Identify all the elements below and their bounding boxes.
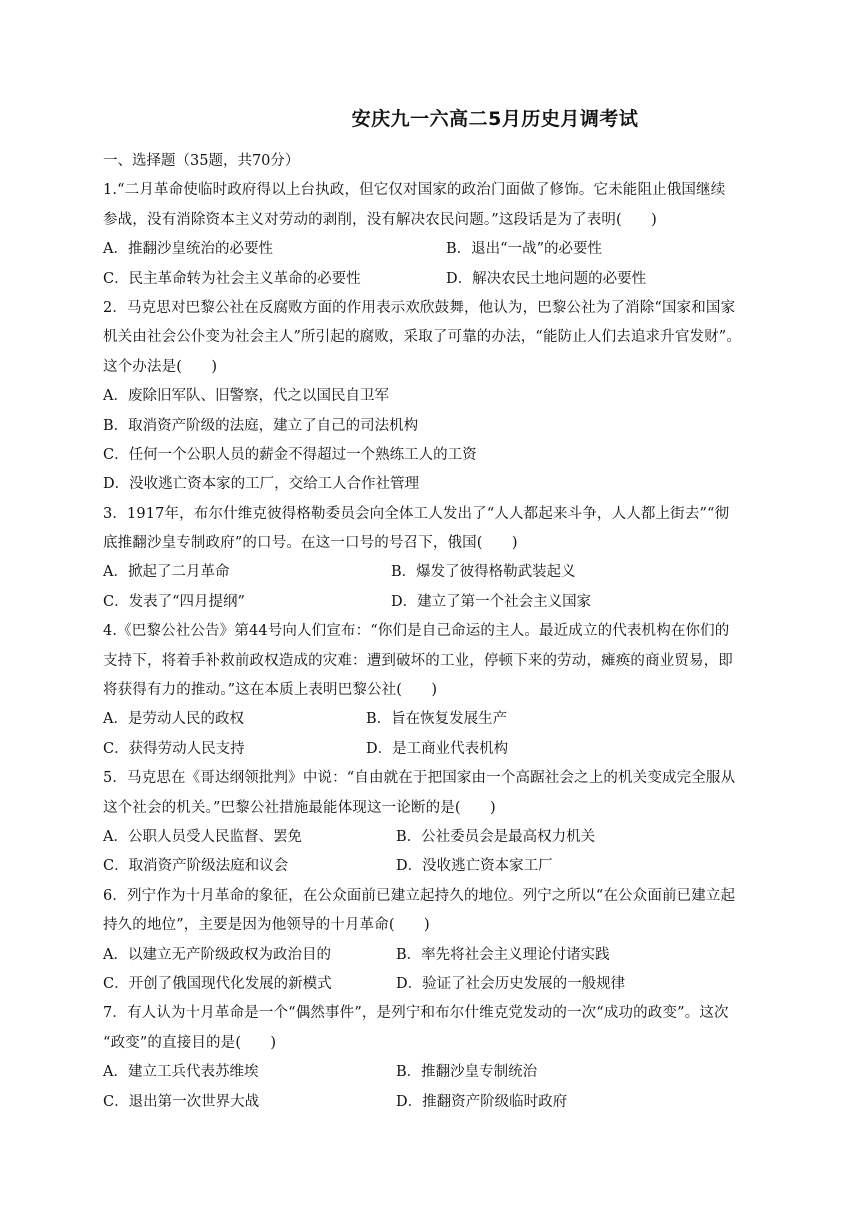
question-5 (103, 764, 763, 882)
question-text-line: “政变”的直接目的是( ) (103, 1034, 277, 1051)
options-row (103, 265, 763, 294)
options-row (103, 1088, 763, 1117)
option-d[interactable]: D．是工商业代表机构 (366, 740, 509, 757)
option-b[interactable]: B．退出“一战”的必要性 (446, 241, 602, 258)
question-text-line: 2．马克思对巴黎公社在反腐败方面的作用表示欢欣鼓舞，他认为，巴黎公社为了消除“国家和国家 (103, 299, 736, 316)
options-row (103, 705, 763, 734)
option-a[interactable]: A．掀起了二月革命 (103, 564, 230, 581)
question-text-line: 4.《巴黎公社公告》第44号向人们宣布：“你们是自己命运的主人。最近成立的代表机构在你们的 (103, 623, 730, 640)
question-text-line: 参战，没有消除资本主义对劳动的剥削，没有解决农民问题。”这段话是为了表明( ) (103, 211, 657, 228)
question-4 (103, 617, 763, 764)
option-c[interactable]: C．取消资产阶级法庭和议会 (103, 858, 289, 875)
question-1 (103, 176, 763, 294)
option-a[interactable]: A．废除旧军队、旧警察，代之以国民自卫军 (103, 388, 389, 405)
question-2 (103, 294, 763, 500)
option-d[interactable]: D．没收逃亡资本家工厂 (396, 858, 553, 875)
question-text-line: 3．1917年，布尔什维克彼得格勒委员会向全体工人发出了“人人都起来斗争，人人都上街去”“彻 (103, 505, 730, 522)
option-d[interactable]: D．没收逃亡资本家的工厂，交给工人合作社管理 (103, 476, 420, 493)
question-text-line: 底推翻沙皇专制政府”的口号。在这一口号的号召下，俄国( ) (103, 535, 518, 552)
option-b[interactable]: B．公社委员会是最高权力机关 (396, 828, 596, 845)
question-text-line: 将获得有力的推动。”这在本质上表明巴黎公社( ) (103, 682, 438, 699)
option-c[interactable]: C．发表了“四月提纲” (103, 593, 245, 610)
option-c[interactable]: C．开创了俄国现代化发展的新模式 (103, 975, 332, 992)
question-text-line: 这个社会的机关。”巴黎公社措施最能体现这一论断的是( ) (103, 799, 496, 816)
options-row (103, 970, 763, 999)
option-a[interactable]: A．推翻沙皇统治的必要性 (103, 241, 273, 258)
option-b[interactable]: B．率先将社会主义理论付诸实践 (396, 946, 610, 963)
options-row (103, 558, 763, 587)
options-row (103, 235, 763, 264)
option-c[interactable]: C．任何一个公职人员的薪金不得超过一个熟练工人的工资 (103, 446, 477, 463)
question-text-line: 5．马克思在《哥达纲领批判》中说：“自由就在于把国家由一个高踞社会之上的机关变成完全服从 (103, 770, 736, 787)
question-text-line: 机关由社会公仆变为社会主人”所引起的腐败，采取了可靠的办法，“能防止人们去追求升官发财”。 (103, 329, 741, 346)
options-row (103, 852, 763, 881)
options-row (103, 941, 763, 970)
options-row (103, 735, 763, 764)
option-d[interactable]: D．验证了社会历史发展的一般规律 (396, 975, 626, 992)
option-a[interactable]: A．公职人员受人民监督、罢免 (103, 828, 302, 845)
question-text-line: 7．有人认为十月革命是一个“偶然事件”，是列宁和布尔什维克党发动的一次“成功的政变”。这次 (103, 1005, 729, 1022)
option-c[interactable]: C．获得劳动人民支持 (103, 740, 245, 757)
question-7 (103, 999, 763, 1117)
options-row (103, 588, 763, 617)
option-b[interactable]: B．旨在恢复发展生产 (366, 711, 508, 728)
question-6 (103, 882, 763, 1000)
question-text-line: 支持下，将着手补救前政权造成的灾难：遭到破坏的工业，停顿下来的劳动，瘫痪的商业贸易，即 (103, 652, 733, 669)
question-text-line: 持久的地位”，主要是因为他领导的十月革命( ) (103, 917, 430, 934)
question-text-line: 1.“二月革命使临时政府得以上台执政，但它仅对国家的政治门面做了修饰。它未能阻止俄国继续 (103, 182, 726, 199)
exam-content (103, 147, 763, 1117)
option-a[interactable]: A．建立工兵代表苏维埃 (103, 1064, 259, 1081)
options-row (103, 1058, 763, 1087)
option-b[interactable]: B．爆发了彼得格勒武装起义 (391, 564, 576, 581)
option-c[interactable]: C．退出第一次世界大战 (103, 1093, 260, 1110)
question-text-line: 这个办法是( ) (103, 358, 218, 375)
question-text-line: 6．列宁作为十月革命的象征，在公众面前已建立起持久的地位。列宁之所以“在公众面前已建立起 (103, 887, 736, 904)
question-3 (103, 500, 763, 618)
options-row (103, 823, 763, 852)
section-heading: 一、选择题（35题，共70分） (103, 153, 300, 169)
exam-title: 安庆九一六高二5月历史月调考试 (351, 108, 639, 130)
option-d[interactable]: D．建立了第一个社会主义国家 (391, 593, 592, 610)
option-c[interactable]: C．民主革命转为社会主义革命的必要性 (103, 270, 361, 287)
option-b[interactable]: B．取消资产阶级的法庭，建立了自己的司法机构 (103, 417, 419, 434)
option-a[interactable]: A．以建立无产阶级政权为政治目的 (103, 946, 331, 963)
option-d[interactable]: D．解决农民土地问题的必要性 (446, 270, 647, 287)
option-b[interactable]: B．推翻沙皇专制统治 (396, 1064, 538, 1081)
option-a[interactable]: A．是劳动人民的政权 (103, 711, 244, 728)
option-d[interactable]: D．推翻资产阶级临时政府 (396, 1093, 568, 1110)
